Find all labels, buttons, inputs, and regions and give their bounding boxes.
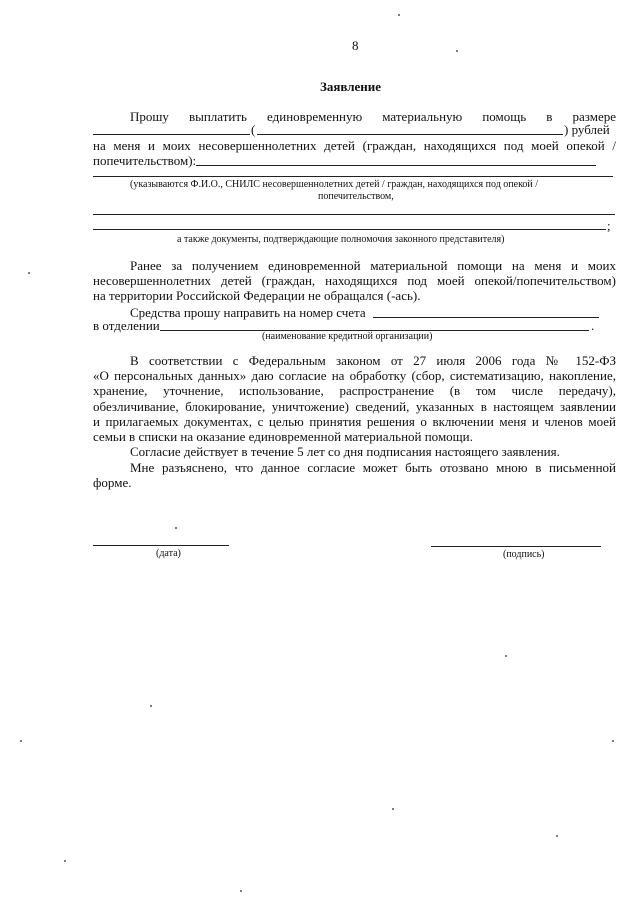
consent-validity: Согласие действует в течение 5 лет со дня подписания настоящего заявления. [130, 444, 560, 459]
consent-line-2: «О персональных данных» даю согласие на обработку (сбор, систематизацию, накопление, [93, 368, 616, 383]
document-title: Заявление [320, 79, 382, 94]
consent-line-5: и прилагаемых документах, с целью принятия решения о включении меня и членов моей [93, 414, 616, 429]
scan-speck [392, 808, 394, 810]
branch-label: в отделении [93, 318, 160, 333]
account-label: Средства прошу направить на номер счета [130, 305, 366, 320]
scan-speck [20, 740, 22, 742]
account-number-line [373, 317, 599, 318]
children-names-line-1 [196, 165, 596, 166]
consent-line-1: В соответствии с Федеральным законом от 27 июля 2006 года № 152-ФЗ [130, 353, 616, 368]
scan-speck [28, 272, 30, 274]
signature-caption: (подпись) [503, 549, 545, 560]
consent-line-4: обезличивание, блокирование, уничтожение) сведений, указанных в настоящем заявлении [93, 399, 616, 414]
request-line-1: Прошу выплатить единовременную материальную помощь в размере [130, 109, 616, 124]
open-paren: ( [251, 122, 256, 137]
scan-speck [612, 740, 614, 742]
prior-help-line-3: на территории Российской Федерации не обращался (-ась). [93, 288, 421, 303]
scan-speck [456, 50, 458, 52]
date-line [93, 545, 229, 546]
branch-period: . [591, 318, 595, 333]
children-names-line-2 [93, 176, 613, 177]
amount-words-line [257, 134, 563, 135]
scan-speck [150, 705, 152, 707]
scan-speck [240, 890, 242, 892]
caption-children-2: попечительством, [318, 191, 394, 202]
consent-line-3: хранение, уточнение, использование, распространение (в том числе передачу), [93, 383, 616, 398]
caption-docs: а также документы, подтверждающие полномочия законного представителя) [177, 234, 505, 245]
scan-speck [556, 835, 558, 837]
consent-line-6: семьи в списки на оказание единовременной материальной помощи. [93, 429, 473, 444]
caption-bank-name: (наименование кредитной организации) [262, 331, 433, 342]
semicolon: ; [607, 218, 611, 233]
scan-speck [505, 655, 507, 657]
amount-digits-line [93, 134, 250, 135]
request-line-3: на меня и моих несовершеннолетних детей (граждан, находящихся под моей опекой / [93, 138, 616, 153]
scan-speck [64, 860, 66, 862]
scan-speck [175, 527, 177, 529]
page-number: 8 [352, 38, 359, 53]
date-caption: (дата) [156, 548, 181, 559]
scan-speck [398, 14, 400, 16]
request-line-4: попечительством): [93, 153, 197, 168]
rubles-suffix: ) рублей [564, 122, 610, 137]
consent-revocable-1: Мне разъяснено, что данное согласие может быть отозвано мною в письменной [130, 460, 616, 475]
prior-help-line-1: Ранее за получением единовременной материальной помощи на меня и моих [130, 258, 616, 273]
prior-help-line-2: несовершеннолетних детей (граждан, находящихся под моей опекой/попечительством) [93, 273, 616, 288]
signature-line [431, 546, 601, 547]
caption-children-1: (указываются Ф.И.О., СНИЛС несовершеннолетних детей / граждан, находящихся под опекой / [130, 179, 539, 190]
children-names-line-4 [93, 229, 606, 230]
children-names-line-3 [93, 214, 615, 215]
consent-revocable-2: форме. [93, 475, 132, 490]
